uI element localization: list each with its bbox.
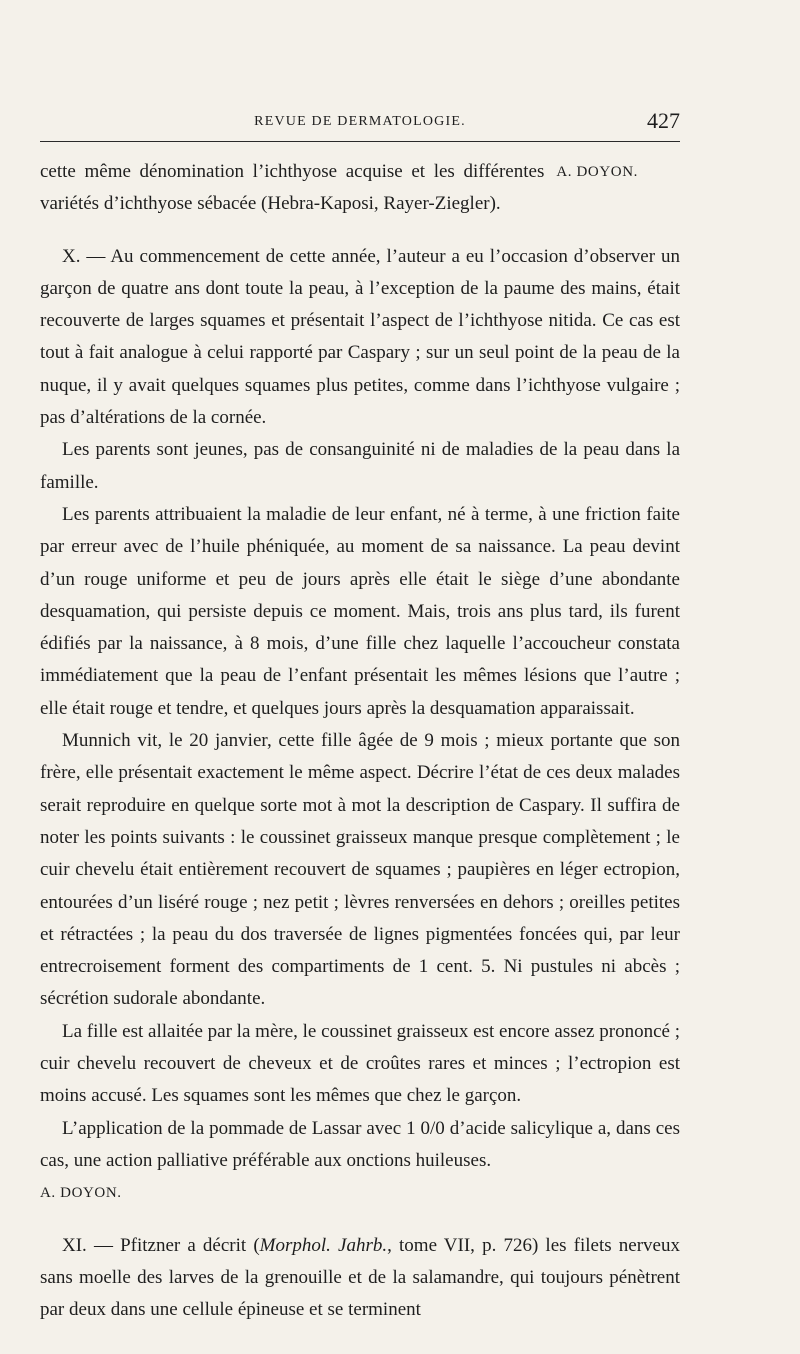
section-gap: [40, 1210, 680, 1230]
section-xi-end: , tome VII, p. 726) les filets nerveux sans moelle des larves de la grenouille et de la salamandre, qui toujours pénètrent par deux dans une cellule épineuse et se terminent: [40, 1234, 680, 1321]
article-body: [40, 156, 680, 1326]
section-gap: [40, 221, 680, 241]
section-xi-paragraph-1: [40, 1230, 680, 1327]
section-x-signature: A. DOYON.: [40, 1185, 122, 1202]
journal-citation: Morphol. Jahrb.: [259, 1234, 388, 1256]
section-w-signature: A. DOYON.: [556, 164, 638, 180]
section-xi-start: XI. — Pfitzner a décrit (: [62, 1234, 260, 1256]
running-title: REVUE DE DERMATOLOGIE.: [254, 114, 466, 129]
section-x-paragraph-6: L’application de la pommade de Lassar avec 1 0/0 d’acide salicylique a, dans ces cas, une action palliative préférable aux onctions huileuses.: [40, 1117, 680, 1171]
page-number: 427: [647, 108, 680, 133]
section-x-paragraph-4: Munnich vit, le 20 janvier, cette fille âgée de 9 mois ; mieux portante que son frère, elle présentait exactement le même aspect. Décrire l’état de ces deux malades serait reproduire en quelque sorte mot à mot la description de Caspary. Il suffira de noter les points suivants : le coussinet graisseux manque presque complètement ; le cuir chevelu était entièrement recouvert de squames ; paupières en léger ectropion, entourées d’un liséré rouge ; nez petit ; lèvres renversées en dehors ; oreilles petites et rétractées ; la peau du dos traversée de lignes pigmentées foncées qui, par leur entrecroisement forment des compartiments de 1 cent. 5. Ni pustules ni abcès ; sécrétion sudorale abondante.: [40, 730, 680, 1010]
page-header: [40, 108, 680, 136]
section-x-paragraph-3: Les parents attribuaient la maladie de leur enfant, né à terme, à une friction faite par erreur avec de l’huile phéniquée, au moment de sa naissance. La peau devint d’un rouge uniforme et peu de jours après elle était le siège d’une abondante desquamation, qui persiste depuis ce moment. Mais, trois ans plus tard, ils furent édifiés par la naissance, à 8 mois, d’une fille chez laquelle l’accoucheur constata immédiatement que la peau de l’enfant présentait les mêmes lésions que l’autre ; elle était rouge et tendre, et quelques jours après la desquamation apparaissait.: [40, 503, 680, 719]
section-x-paragraph-1: X. — Au commencement de cette année, l’auteur a eu l’occasion d’observer un garçon de quatre ans dont toute la peau, à l’exception de la paume des mains, était recouverte de larges squames et présentait l’aspect de l’ichthyose nitida. Ce cas est tout à fait analogue à celui rapporté par Caspary ; sur un seul point de la peau de la nuque, il y avait quelques squames plus petites, comme dans l’ichthyose vulgaire ; pas d’altérations de la cornée.: [40, 245, 680, 429]
section-w-paragraph: [40, 156, 680, 221]
section-x-paragraph-5: La fille est allaitée par la mère, le coussinet graisseux est encore assez prononcé ; cuir chevelu recouvert de cheveux et de croûtes rares et minces ; l’ectropion est moins accusé. Les squames sont les mêmes que chez le garçon.: [40, 1020, 680, 1107]
section-x-paragraph-2: Les parents sont jeunes, pas de consanguinité ni de maladies de la peau dans la famille.: [40, 439, 680, 493]
section-w-text: cette même dénomination l’ichthyose acquise et les différentes variétés d’ichthyose sébacée (Hebra-Kaposi, Rayer-Ziegler).: [40, 161, 545, 215]
header-rule: [40, 141, 680, 142]
